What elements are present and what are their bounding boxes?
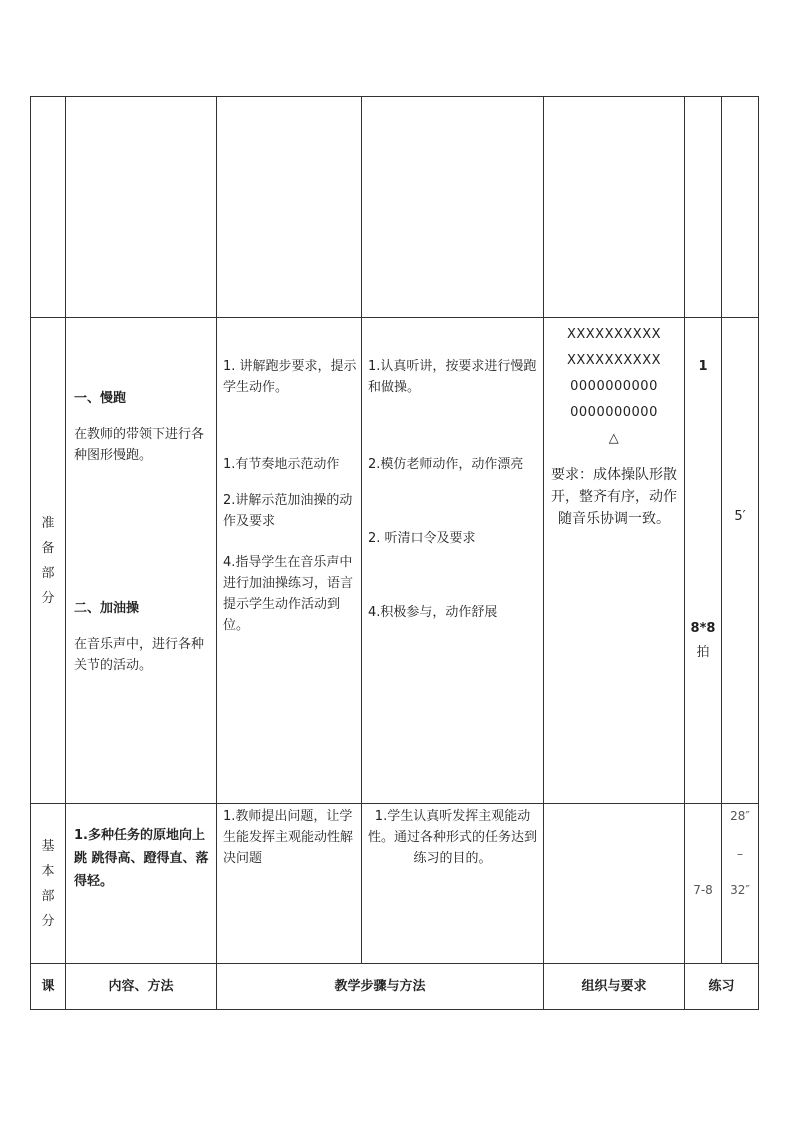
prep-content-text-2: 在音乐声中，进行各种关节的活动。 (74, 637, 205, 673)
basic-teacher-cell (217, 804, 362, 964)
basic-teacher-step: 1.教师提出问题，让学生能发挥主观能动性解决问题 (223, 809, 354, 866)
formation-diagram (544, 322, 684, 452)
header-lesson: 课 (31, 964, 66, 1010)
header-row (31, 964, 759, 1010)
prep-content-cell (66, 318, 217, 804)
prep-teacher-step-4: 4.指导学生在音乐声中进行加油操练习，语言提示学生动作活动到位。 (223, 555, 354, 633)
prep-row (31, 318, 759, 804)
header-content-method: 内容、方法 (66, 964, 217, 1010)
prep-student-cell (362, 318, 544, 804)
header-organization: 组织与要求 (544, 964, 685, 1010)
prep-student-step-4: 4.积极参与，动作舒展 (368, 605, 498, 620)
empty-row (31, 97, 759, 318)
basic-student-cell (362, 804, 544, 964)
formation-row: 0000000000 (570, 379, 658, 394)
prep-time: 5′ (734, 509, 746, 524)
lesson-plan-table (30, 96, 759, 1010)
prep-teacher-step-2: 1.有节奏地示范动作 (223, 457, 340, 472)
prep-section-label: 准 备 部 分 (31, 318, 66, 804)
basic-organization-cell (544, 804, 685, 964)
header-practice: 练习 (685, 964, 759, 1010)
basic-content-cell (66, 804, 217, 964)
formation-row: XXXXXXXXXX (566, 353, 662, 368)
prep-count-top: 1 (698, 359, 708, 374)
formation-row: XXXXXXXXXX (566, 327, 662, 342)
basic-time-top: 28″ (730, 809, 750, 823)
teacher-position-triangle-icon: △ (608, 431, 620, 446)
prep-student-step-2: 2.模仿老师动作，动作漂亮 (368, 457, 524, 472)
prep-teacher-step-3: 2.讲解示范加油操的动作及要求 (223, 493, 353, 529)
basic-content: 1.多种任务的原地向上跳 跳得高、蹬得直、落得轻。 (74, 828, 209, 889)
formation-row: 0000000000 (570, 405, 658, 420)
prep-time-cell (722, 318, 759, 804)
prep-teacher-cell (217, 318, 362, 804)
header-teaching-steps: 教学步骤与方法 (217, 964, 544, 1010)
basic-section-label: 基 本 部 分 (31, 804, 66, 964)
prep-student-step-1: 1.认真听讲，按要求进行慢跑和做操。 (368, 359, 537, 395)
prep-count-bottom: 8*8 (690, 621, 716, 636)
prep-organization-cell (544, 318, 685, 804)
prep-content-heading-1: 一、慢跑 (74, 391, 127, 406)
prep-teacher-step-1: 1. 讲解跑步要求，提示学生动作。 (223, 359, 357, 395)
basic-time-bottom: 32″ (730, 883, 750, 897)
prep-content-text-1: 在教师的带领下进行各种图形慢跑。 (74, 427, 205, 463)
prep-student-step-3: 2. 听清口令及要求 (368, 531, 476, 546)
prep-count-cell (685, 318, 722, 804)
prep-content-heading-2: 二、加油操 (74, 601, 140, 616)
basic-time-cell (722, 804, 759, 964)
basic-time-dash: – (737, 847, 743, 861)
basic-count-cell (685, 804, 722, 964)
formation-requirement: 要求：成体操队形散开，整齐有序，动作随音乐协调一致。 (551, 467, 677, 527)
basic-row (31, 804, 759, 964)
basic-student-step: 1.学生认真听发挥主观能动性。通过各种形式的任务达到练习的目的。 (368, 809, 538, 866)
prep-count-unit: 拍 (696, 645, 710, 660)
basic-count: 7-8 (693, 883, 713, 897)
